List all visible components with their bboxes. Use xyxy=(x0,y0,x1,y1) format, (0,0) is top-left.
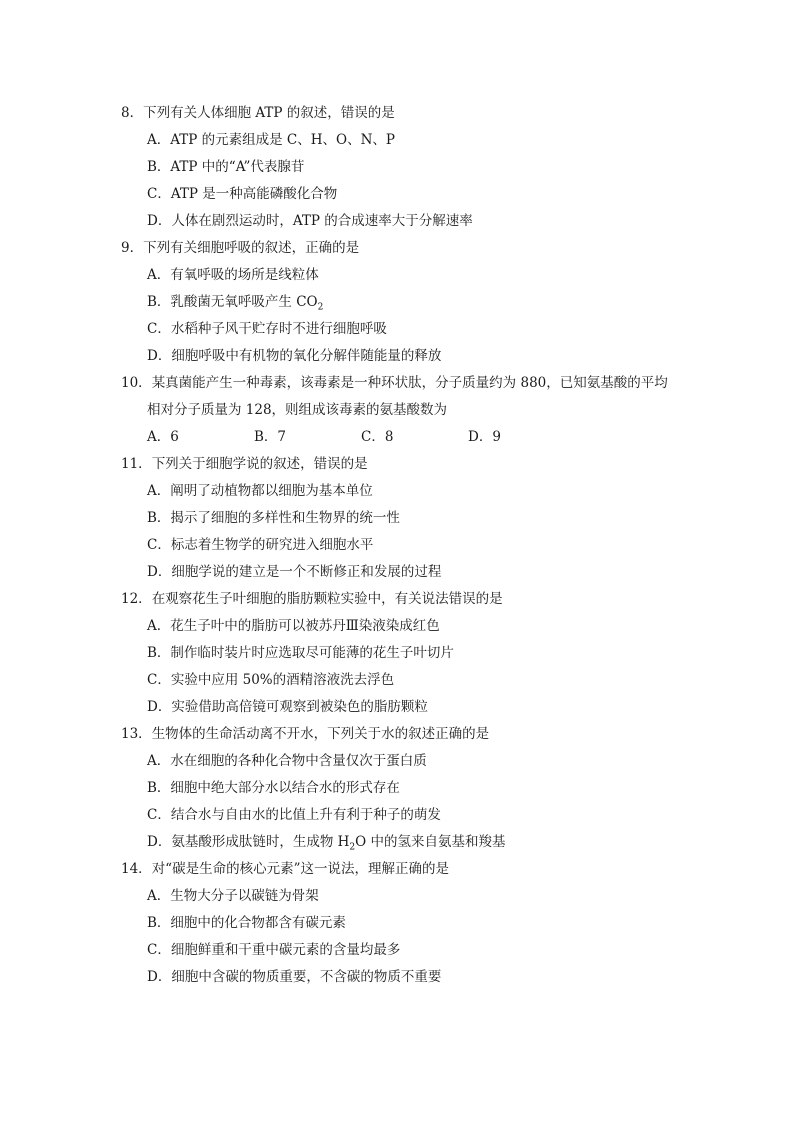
subscript: 2 xyxy=(349,842,356,853)
question-stem xyxy=(121,370,734,397)
option-b: B．制作临时装片时应选取尽可能薄的花生子叶切片 xyxy=(147,645,454,661)
question-12 xyxy=(121,586,734,721)
question-number: 10． xyxy=(121,375,152,391)
option-c: C．ATP 是一种高能磷酸化合物 xyxy=(147,186,338,202)
option-c: C．8 xyxy=(361,429,394,445)
question-text: 下列有关细胞呼吸的叙述，正确的是 xyxy=(143,240,360,256)
question-text: 下列关于细胞学说的叙述，错误的是 xyxy=(151,456,368,472)
option-c: C．标志着生物学的研究进入细胞水平 xyxy=(147,537,374,553)
question-stem xyxy=(121,586,734,613)
question-13 xyxy=(121,721,734,856)
option-d: D．实验借助高倍镜可观察到被染色的脂肪颗粒 xyxy=(147,699,428,715)
subscript: 2 xyxy=(317,302,324,313)
option-b: B．揭示了细胞的多样性和生物界的统一性 xyxy=(147,510,400,526)
question-stem xyxy=(121,721,734,748)
options-row xyxy=(121,424,734,451)
option-d: D．细胞中含碳的物质重要，不含碳的物质不重要 xyxy=(147,969,442,985)
question-11 xyxy=(121,451,734,586)
question-text: 下列有关人体细胞 ATP 的叙述，错误的是 xyxy=(143,105,395,121)
option-d: D．细胞呼吸中有机物的氧化分解伴随能量的释放 xyxy=(147,348,442,364)
option-b-text: B．乳酸菌无氧呼吸产生 CO xyxy=(147,294,318,310)
option-b: B．ATP 中的“A”代表腺苷 xyxy=(147,159,305,175)
option-c: C．结合水与自由水的比值上升有利于种子的萌发 xyxy=(147,807,441,823)
option-b: B．7 xyxy=(254,429,287,445)
option-c: C．水稻种子风干贮存时不进行细胞呼吸 xyxy=(147,321,387,337)
question-text: 生物体的生命活动离不开水，下列关于水的叙述正确的是 xyxy=(151,726,490,742)
question-9 xyxy=(121,235,734,370)
question-number: 12． xyxy=(121,591,152,607)
option-d xyxy=(121,829,734,856)
question-text: 在观察花生子叶细胞的脂肪颗粒实验中，有关说法错误的是 xyxy=(151,591,503,607)
question-number: 14． xyxy=(121,861,152,877)
option-a: A．花生子叶中的脂肪可以被苏丹Ⅲ染液染成红色 xyxy=(147,618,440,634)
question-text: 某真菌能产生一种毒素，该毒素是一种环状肽，分子质量约为 880，已知氨基酸的平均 xyxy=(151,375,668,391)
option-b xyxy=(121,289,734,316)
option-b: B．细胞中绝大部分水以结合水的形式存在 xyxy=(147,780,400,796)
option-b: B．细胞中的化合物都含有碳元素 xyxy=(147,915,346,931)
question-number: 13． xyxy=(121,726,152,742)
question-stem xyxy=(121,451,734,478)
question-14 xyxy=(121,856,734,991)
question-10 xyxy=(121,370,734,451)
option-a: A．水在细胞的各种化合物中含量仅次于蛋白质 xyxy=(147,753,427,769)
question-number: 11． xyxy=(121,456,152,472)
question-text: 对“碳是生命的核心元素”这一说法，理解正确的是 xyxy=(151,861,449,877)
option-a: A．6 xyxy=(147,429,179,445)
option-c: C．实验中应用 50%的酒精溶液洗去浮色 xyxy=(147,672,395,688)
option-a: A．阐明了动植物都以细胞为基本单位 xyxy=(147,483,373,499)
question-8 xyxy=(121,100,734,235)
question-number: 8． xyxy=(121,105,144,121)
question-stem xyxy=(121,100,734,127)
option-a: A．生物大分子以碳链为骨架 xyxy=(147,888,319,904)
option-a: A．有氧呼吸的场所是线粒体 xyxy=(147,267,319,283)
option-d-text: D．氨基酸形成肽链时，生成物 H xyxy=(147,834,350,850)
option-d: D．9 xyxy=(468,429,501,445)
option-d: D．细胞学说的建立是一个不断修正和发展的过程 xyxy=(147,564,442,580)
option-d: D．人体在剧烈运动时，ATP 的合成速率大于分解速率 xyxy=(147,213,473,229)
question-stem xyxy=(121,856,734,883)
question-number: 9． xyxy=(121,240,144,256)
option-c: C．细胞鲜重和干重中碳元素的含量均最多 xyxy=(147,942,401,958)
option-d-tail: O 中的氢来自氨基和羧基 xyxy=(355,834,506,850)
question-stem xyxy=(121,235,734,262)
option-a: A．ATP 的元素组成是 C、H、O、N、P xyxy=(147,132,395,148)
question-stem-continued: 相对分子质量为 128，则组成该毒素的氨基酸数为 xyxy=(147,402,448,418)
